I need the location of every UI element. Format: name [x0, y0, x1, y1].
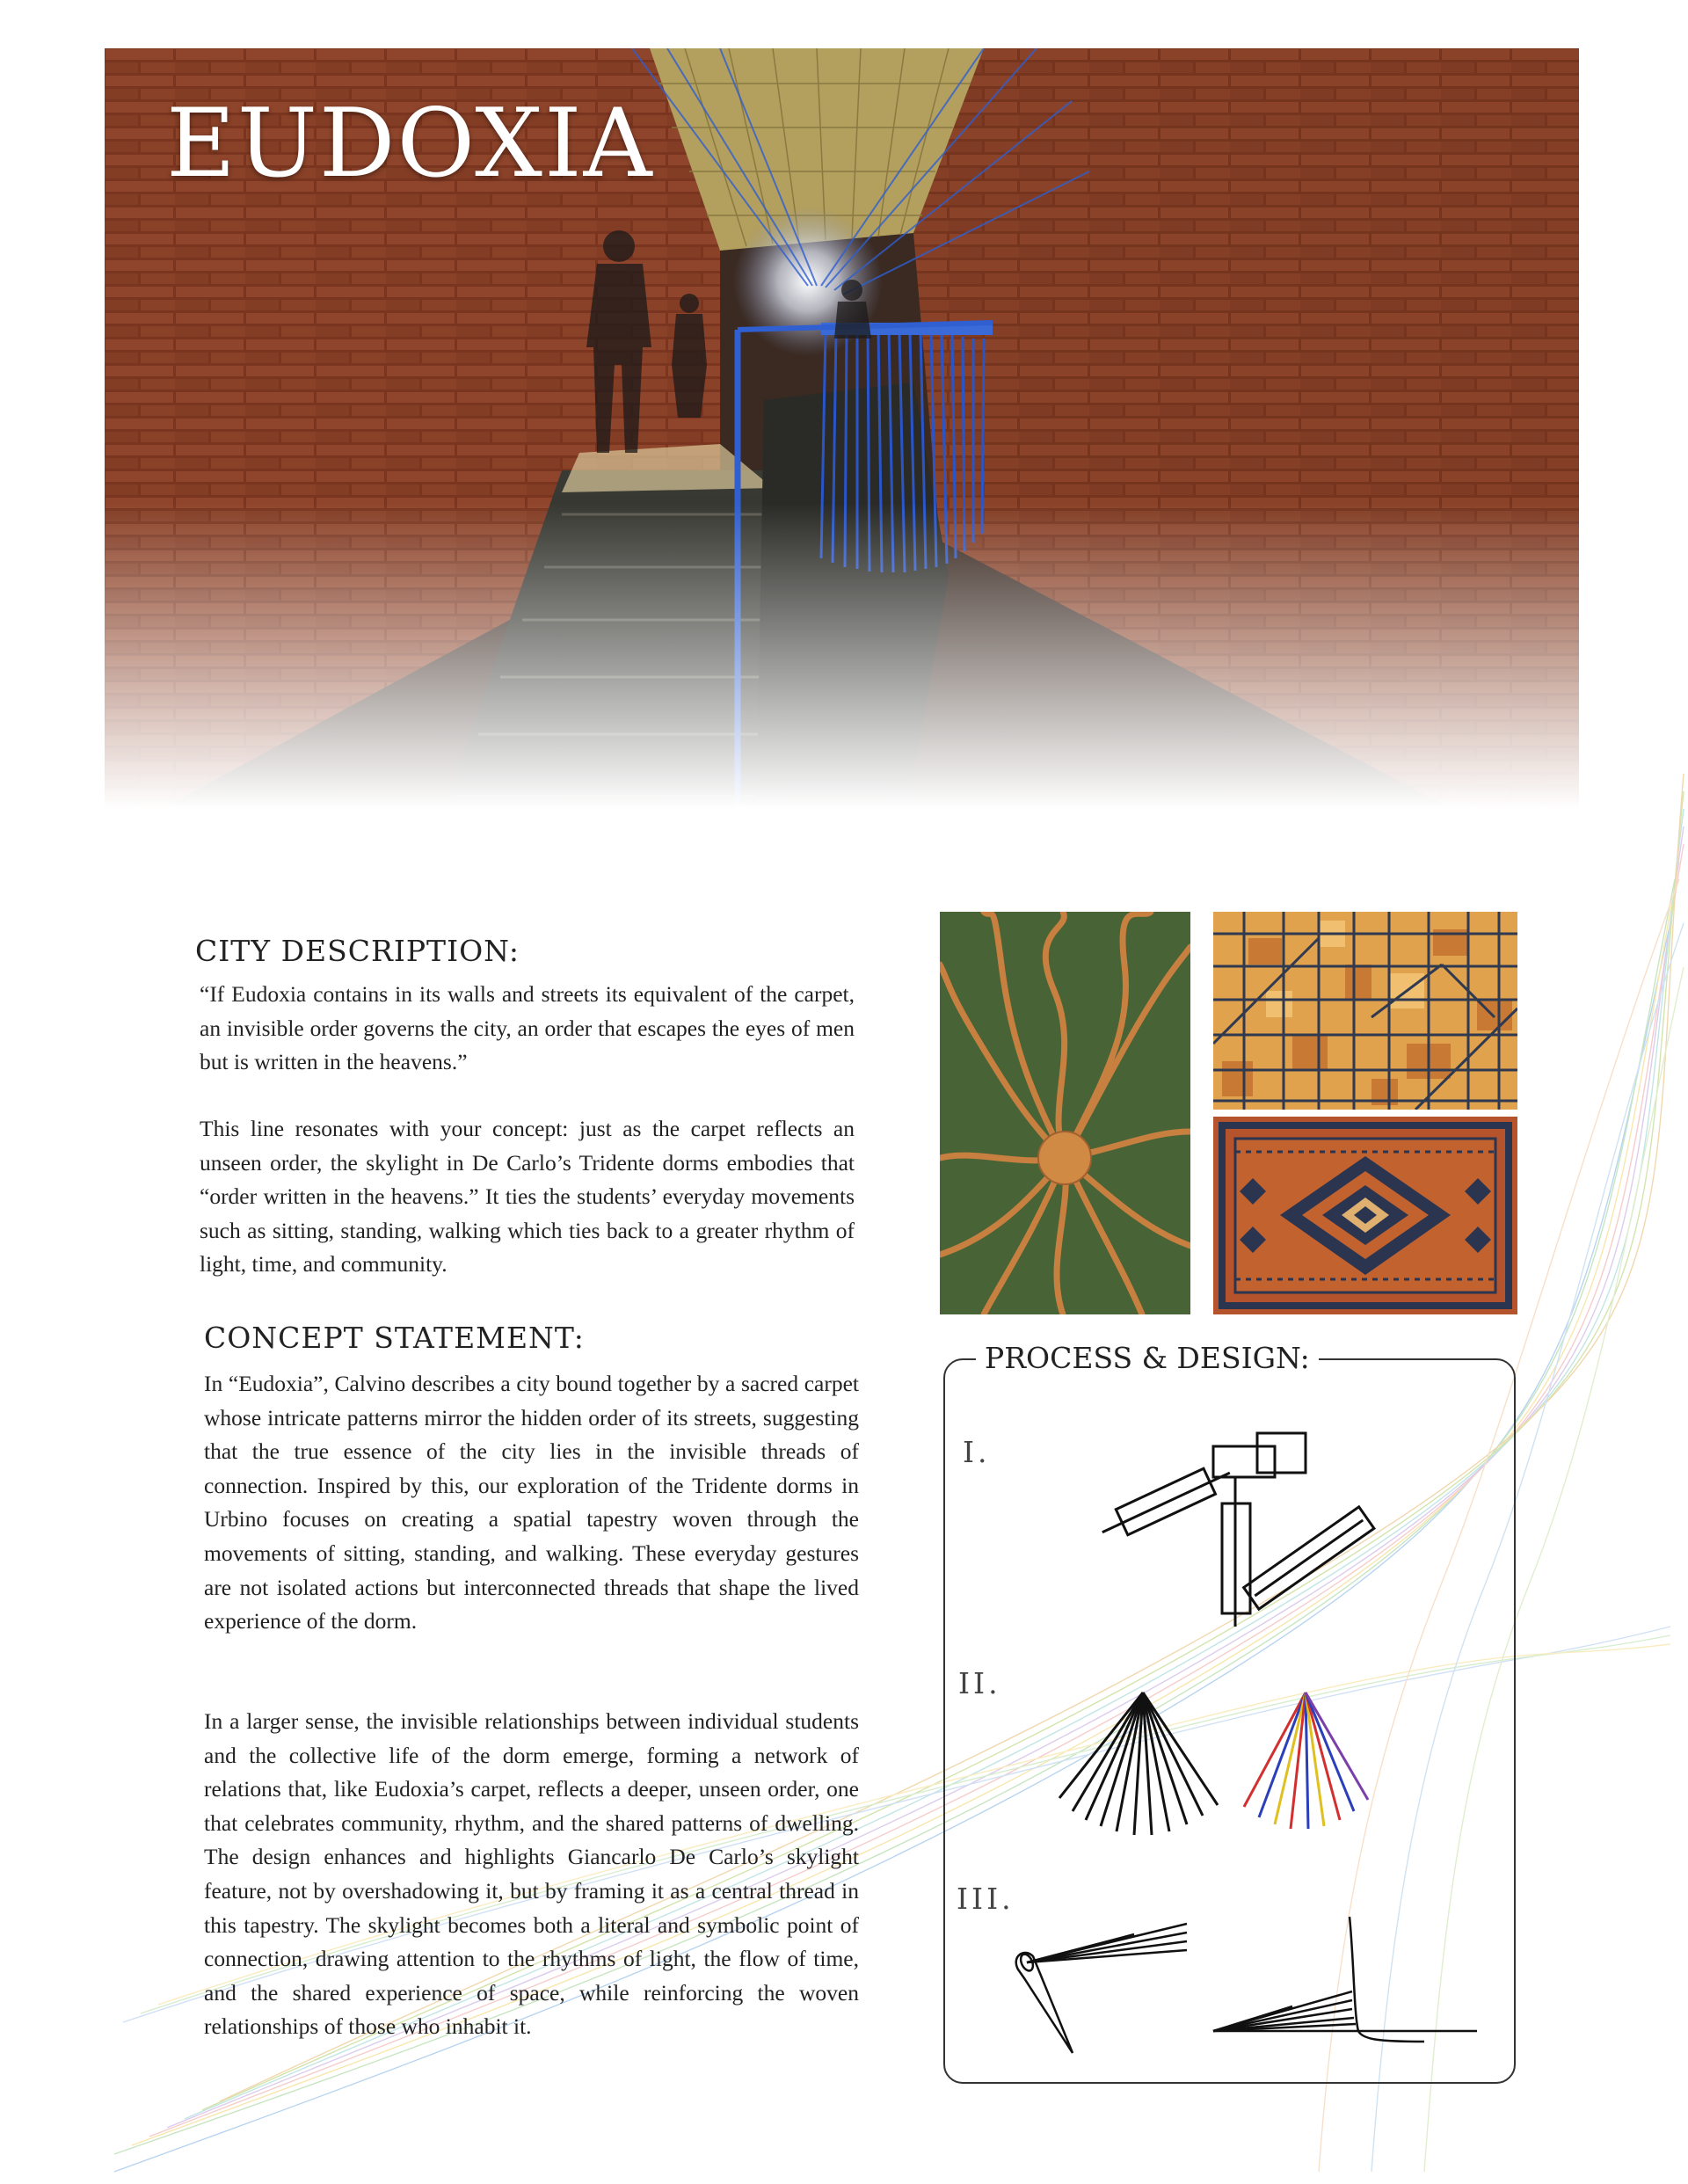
carpet-image-geometric	[1213, 1117, 1517, 1314]
carpet-image-grid	[1213, 912, 1517, 1110]
process-design-heading: PROCESS & DESIGN:	[976, 1341, 1319, 1376]
process-diagram-thread-fans	[1055, 1684, 1407, 1838]
process-diagram-furniture	[1081, 1420, 1415, 1631]
city-description-body: This line resonates with your concept: just as the carpet reflects an unseen order, the skylight in De Carlo’s Tridente dorms embodies that “order written in the heavens.” It ties the students’ everyday movements such as sitting, standing, walking which ties back to a greater rhythm of light, time, and community.	[200, 1116, 855, 1278]
step-label-1: I.	[963, 1435, 991, 1469]
hero-rendering	[105, 48, 1579, 875]
concept-statement-paragraph: In “Eudoxia”, Calvino describes a city bound together by a sacred carpet whose intricate patterns mirror the hidden order of its streets, suggesting that the true essence of the city lies in the invisible threads of connection. Inspired by this, our exploration of the Tridente dorms in Urbino focuses on creating a spatial tapestry woven through the movements of sitting, standing, and walking. These everyday gestures are not isolated actions but interconnected threads that shape the lived experience of the dorm.	[204, 1371, 859, 1634]
carpet-image-radial	[940, 912, 1190, 1314]
step-label-3: III.	[957, 1882, 1015, 1916]
concept-statement-heading: CONCEPT STATEMENT:	[204, 1321, 585, 1355]
step-label-2: II.	[958, 1666, 1001, 1700]
page-title: EUDOXIA	[166, 89, 654, 199]
concept-statement-paragraph: In a larger sense, the invisible relationships between individual students and the collective life of the dorm emerge, forming a network of relations that, like Eudoxia’s carpet, reflects a deeper, unseen order, one that celebrates community, rhythm, and the shared patterns of dwelling. The design enhances and highlights Giancarlo De Carlo’s skylight feature, not by overshadowing it, but by framing it as a central thread in this tapestry. The skylight becomes both a literal and symbolic point of connection, drawing attention to the rhythms of light, the flow of time, and the shared experience of space, while reinforcing the woven relationships of those who inhabit it.	[204, 1708, 859, 2040]
process-diagram-needle-thread	[1002, 1908, 1486, 2057]
city-description-heading: CITY DESCRIPTION:	[195, 934, 520, 968]
city-description-quote: “If Eudoxia contains in its walls and streets its equivalent of the carpet, an invisible order governs the city, an order that escapes the eyes of men but is written in the heavens.”	[200, 981, 855, 1075]
